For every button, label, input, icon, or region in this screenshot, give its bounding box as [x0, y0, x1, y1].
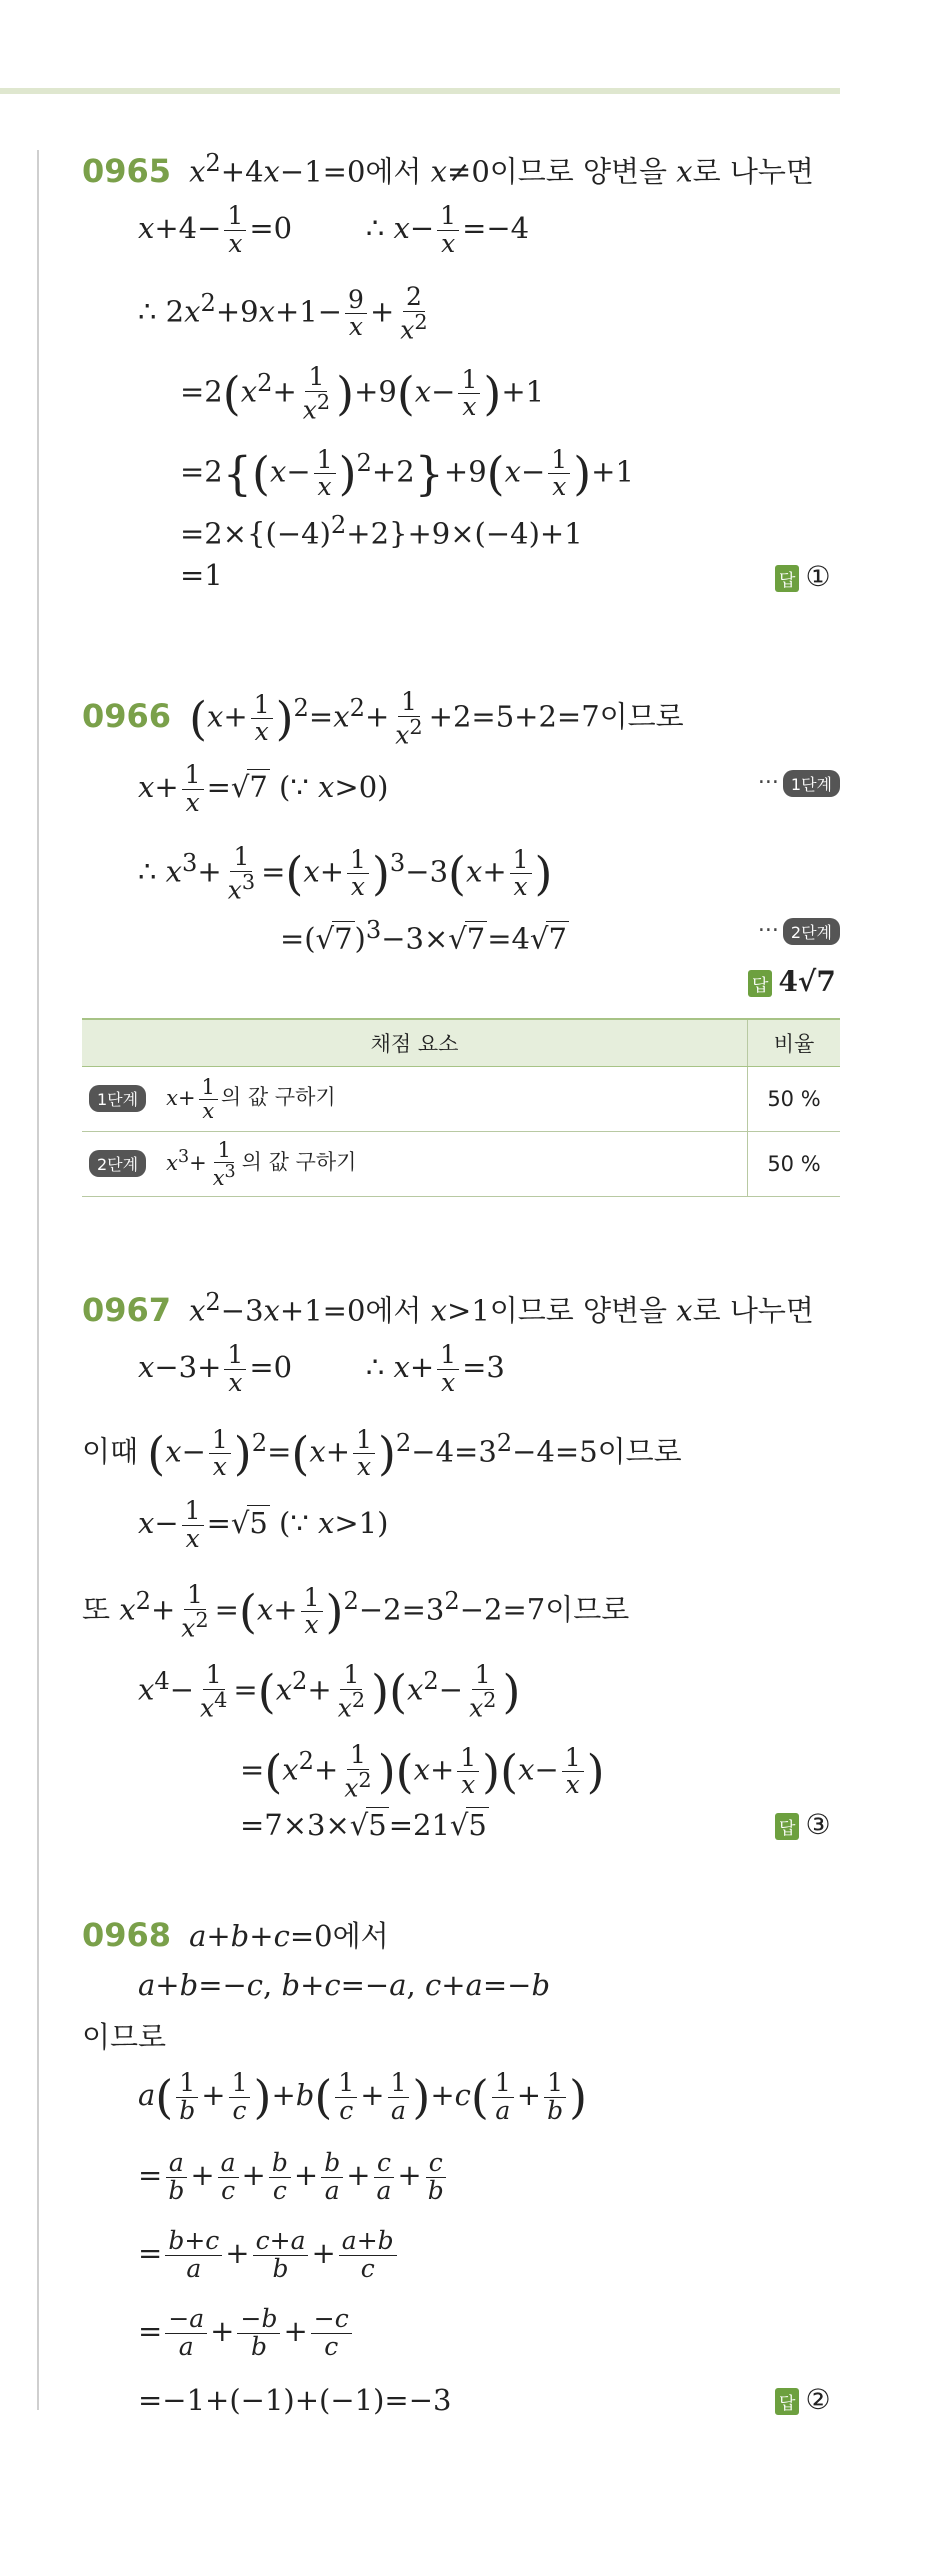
problem-number: 0965 [82, 151, 172, 190]
problem-0968-intro: 0968 a+b+c=0에서 [82, 1916, 389, 1954]
text: 또 [82, 1592, 111, 1627]
table-row [82, 1067, 840, 1132]
answer-value: ② [805, 2383, 831, 2416]
equation-line: 이때 (x− $\frac{1}{x}$ )$^2$=(x+ $\frac{1}{x}$ )$^2-4=3^2-4=5$이므로 [82, 1424, 682, 1482]
table-header-row [82, 1019, 840, 1067]
dots: ··· [757, 918, 779, 944]
text: 이므로 양변을 [489, 154, 677, 189]
equation-line: x− $\frac{1}{x}$ =√5 (∵ x>1) [138, 1496, 389, 1553]
because-symbol: ∵ [290, 770, 309, 804]
step-marker-1 [758, 770, 840, 797]
equation-line: = $\frac{-a}{a}$ + $\frac{-b}{b}$ + $\frac{-c}{c}$ [138, 2296, 355, 2366]
table-cell-text: 의 값 구하기 [220, 1085, 336, 1110]
table-row [82, 1132, 840, 1197]
answer-0968 [775, 2383, 831, 2416]
answer-value: 4√7 [778, 965, 836, 998]
text: 에서 [365, 1293, 431, 1328]
answer-value: ③ [805, 1808, 831, 1841]
dots: ··· [757, 770, 779, 796]
text: 로 나누면 [692, 1293, 814, 1328]
table-cell-text: 의 값 구하기 [241, 1150, 357, 1175]
text: 이므로 [545, 1592, 630, 1627]
table-header: 비율 [748, 1019, 841, 1067]
equation-line: = $\frac{a}{b}$ + $\frac{a}{c}$ + $\frac{b}{c}$ + $\frac{b}{a}$ + $\frac{c}{a}$ + $\frac{c}{b}$ [138, 2148, 444, 2205]
equation-line: $=(√7)^3-3\times√7=4√7$ [280, 916, 567, 956]
step-badge: 2단계 [89, 1150, 146, 1177]
equation-line: $=2(x^2+$ $\frac{1}{x^2}$ )+9(x− $\frac{1}{x}$ )+1 [180, 362, 545, 424]
equation-line: a( $\frac{1}{b}$ + $\frac{1}{c}$ )+b( $\frac{1}{c}$ + $\frac{1}{a}$ )+c( $\frac{1}{a}$ + $\frac{1}{b}$ ) [138, 2068, 588, 2125]
equation-line: = $\frac{b+c}{a}$ + $\frac{c+a}{b}$ + $\frac{a+b}{c}$ [138, 2218, 400, 2288]
answer-0966 [748, 965, 836, 998]
table-cell: 2단계 $x^3+$ $\frac{1}{x^3}$ 의 값 구하기 [82, 1132, 748, 1197]
equation-line: =−1+(−1)+(−1)=−3 [138, 2383, 452, 2417]
problem-number: 0966 [82, 696, 172, 735]
equation-line: $=(x^2+$ $\frac{1}{x^2}$ )(x+ $\frac{1}{x}$ )(x− $\frac{1}{x}$ ) [240, 1740, 605, 1802]
equation-line: $x^4-$ $\frac{1}{x^4}$ $=(x^2+$ $\frac{1}{x^2}$ )($x^2-$ $\frac{1}{x^2}$ ) [138, 1660, 521, 1722]
equation-line: x−3+ $\frac{1}{x}$ =0 ∴ x+ $\frac{1}{x}$ =3 [138, 1340, 505, 1397]
text: 이때 [82, 1434, 139, 1469]
text: 이므로 [597, 1434, 682, 1469]
answer-0967 [775, 1808, 831, 1841]
equation-line: $=2\times\{(-4)^2+2\}+9\times(-4)+1$ [180, 511, 583, 551]
equation-line: x+ $\frac{1}{x}$ =√7 (∵ x>0) [138, 760, 389, 817]
problem-0966-intro: 0966 (x+ $\frac{1}{x}$ )$^2=x^2+$ $\frac{1}{x^2}$ +2=5+2=7이므로 [82, 687, 684, 749]
step-badge: 1단계 [783, 770, 840, 797]
text: 이므로 양변을 [489, 1293, 677, 1328]
answer-tag: 답 [775, 565, 799, 592]
scoring-table [82, 1018, 840, 1197]
answer-0965 [775, 560, 831, 593]
top-divider [0, 88, 840, 94]
text: 이므로 [599, 699, 684, 734]
equation-line: =1 [180, 558, 223, 592]
left-margin-rule [37, 150, 39, 2410]
equation-line [82, 2017, 166, 2057]
step-badge: 1단계 [89, 1085, 146, 1112]
problem-0967-intro: 0967 $x^2-3x+1=0$에서 x>1이므로 양변을 x로 나누면 [82, 1288, 814, 1329]
problem-number: 0968 [82, 1916, 172, 1954]
table-header: 채점 요소 [82, 1019, 748, 1067]
answer-tag: 답 [775, 2388, 799, 2415]
equation-line: =2{(x− $\frac{1}{x}$ )$^2$+2}+9(x− $\frac{1}{x}$ )+1 [180, 444, 634, 502]
step-badge: 2단계 [783, 918, 840, 945]
answer-value: ① [805, 560, 831, 593]
table-cell: 1단계 x+ $\frac{1}{x}$ 의 값 구하기 [82, 1067, 748, 1132]
text: 로 나누면 [692, 154, 814, 189]
text: 에서 [332, 1919, 389, 1953]
problem-0965-intro: 0965 $x^2+4x-1=0$에서 x≠0이므로 양변을 x로 나누면 [82, 149, 814, 190]
equation-line: =7×3×√5=21√5 [240, 1808, 487, 1842]
equation-line: ∴ $2x^2+9x+1-$ $\frac{9}{x}$ + $\frac{2}{x^2}$ [138, 282, 428, 344]
equation-line: ∴ $x^3+$ $\frac{1}{x^3}$ =(x+ $\frac{1}{x}$ )$^3$−3(x+ $\frac{1}{x}$ ) [138, 842, 553, 904]
equation-line: a+b=−c, b+c=−a, c+a=−b [138, 1968, 551, 2002]
text: 에서 [365, 154, 431, 189]
text: 이므로 [82, 2020, 167, 2054]
step-marker-2 [758, 918, 840, 945]
answer-tag: 답 [748, 970, 772, 997]
table-cell: 50 % [748, 1067, 841, 1132]
table-cell: 50 % [748, 1132, 841, 1197]
answer-tag: 답 [775, 1813, 799, 1840]
equation-line: 또 $x^2+$ $\frac{1}{x^2}$ =(x+ $\frac{1}{x}$ )$^2-2=3^2-2=7$이므로 [82, 1580, 630, 1642]
problem-number: 0967 [82, 1290, 172, 1329]
equation-line: x+4− $\frac{1}{x}$ =0 ∴ x− $\frac{1}{x}$ =−4 [138, 201, 530, 258]
